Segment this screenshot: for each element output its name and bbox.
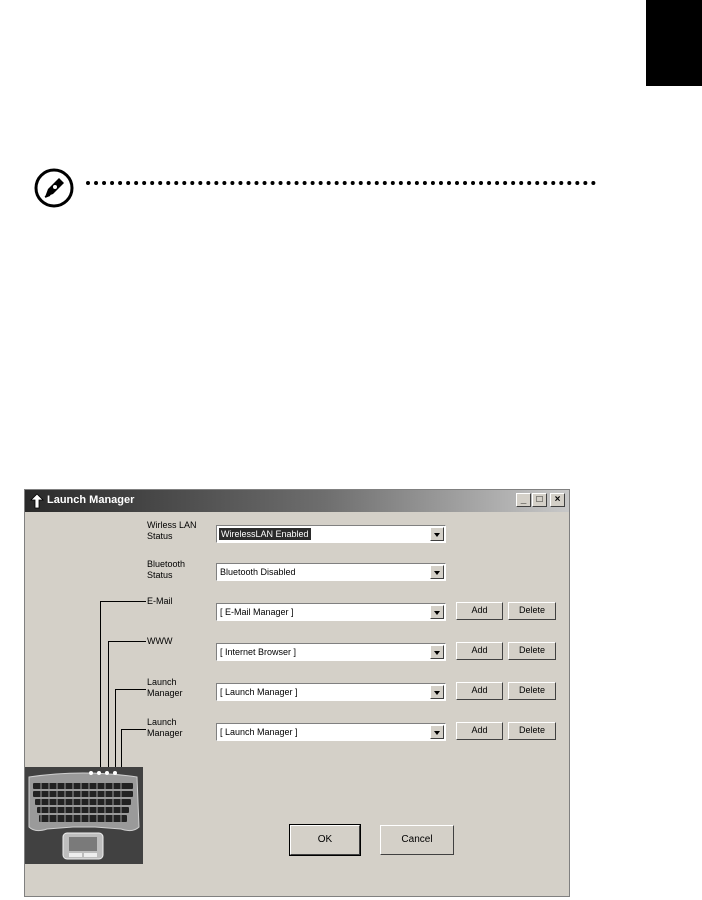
window-title: Launch Manager	[47, 494, 135, 506]
launch-manager-1-label	[147, 677, 183, 699]
minimize-button[interactable]: _	[516, 493, 531, 507]
launch-manager-1-delete-button[interactable]: Delete	[508, 682, 556, 700]
chevron-down-icon[interactable]	[430, 725, 444, 739]
bluetooth-select[interactable]	[216, 563, 446, 581]
launch-manager-2-delete-button[interactable]: Delete	[508, 722, 556, 740]
bluetooth-label	[147, 559, 185, 581]
launch-manager-1-select-value: [ Launch Manager ]	[220, 687, 298, 697]
note-pen-icon	[34, 168, 74, 208]
launch-manager-2-label-line1: Launch	[147, 717, 177, 727]
bluetooth-label-line1: Bluetooth	[147, 559, 186, 569]
launch-manager-window	[24, 489, 570, 897]
www-select-value: [ Internet Browser ]	[220, 647, 297, 657]
cancel-button[interactable]: Cancel	[380, 825, 454, 855]
chapter-tab-marker	[646, 0, 702, 86]
email-select-value: [ E-Mail Manager ]	[220, 607, 294, 617]
bluetooth-select-value: Bluetooth Disabled	[220, 567, 296, 577]
launch-manager-2-select-value: [ Launch Manager ]	[220, 727, 298, 737]
email-connector-h	[100, 601, 146, 602]
email-select[interactable]	[216, 603, 446, 621]
bluetooth-label-line2: Status	[147, 570, 173, 580]
close-button[interactable]: ×	[550, 493, 565, 507]
launch-manager-2-select[interactable]	[216, 723, 446, 741]
launch-manager-2-label-line2: Manager	[147, 728, 183, 738]
launch-2-connector-h	[121, 729, 146, 730]
wireless-lan-label-line1: Wirless LAN	[147, 520, 197, 530]
maximize-button[interactable]: □	[532, 493, 547, 507]
www-delete-button[interactable]: Delete	[508, 642, 556, 660]
email-add-button[interactable]: Add	[456, 602, 503, 620]
launch-1-connector-h	[115, 689, 146, 690]
chevron-down-icon[interactable]	[430, 565, 444, 579]
www-add-button[interactable]: Add	[456, 642, 503, 660]
wireless-lan-label-line2: Status	[147, 531, 173, 541]
launch-manager-2-add-button[interactable]: Add	[456, 722, 503, 740]
chevron-down-icon[interactable]	[430, 527, 444, 541]
launch-manager-1-label-line1: Launch	[147, 677, 177, 687]
launch-manager-1-add-button[interactable]: Add	[456, 682, 503, 700]
email-connector-v	[100, 601, 101, 770]
launch-manager-1-label-line2: Manager	[147, 688, 183, 698]
wireless-lan-label	[147, 520, 197, 542]
launch-manager-2-label	[147, 717, 183, 739]
email-delete-button[interactable]: Delete	[508, 602, 556, 620]
chevron-down-icon[interactable]	[430, 645, 444, 659]
chevron-down-icon[interactable]	[430, 685, 444, 699]
launch-manager-1-select[interactable]	[216, 683, 446, 701]
www-connector-h	[108, 641, 146, 642]
launch-1-connector-v	[115, 689, 116, 770]
www-connector-v	[108, 641, 109, 770]
wireless-lan-select[interactable]	[216, 525, 446, 543]
note-divider	[86, 181, 596, 185]
wireless-lan-select-value: WirelessLAN Enabled	[221, 529, 309, 539]
www-label: WWW	[147, 636, 173, 646]
launch-manager-icon	[29, 493, 45, 509]
launch-2-connector-v	[121, 729, 122, 770]
keyboard-image	[25, 767, 143, 864]
www-select[interactable]	[216, 643, 446, 661]
title-bar[interactable]	[25, 490, 569, 512]
ok-button[interactable]: OK	[290, 825, 360, 855]
email-label: E-Mail	[147, 596, 173, 606]
chevron-down-icon[interactable]	[430, 605, 444, 619]
